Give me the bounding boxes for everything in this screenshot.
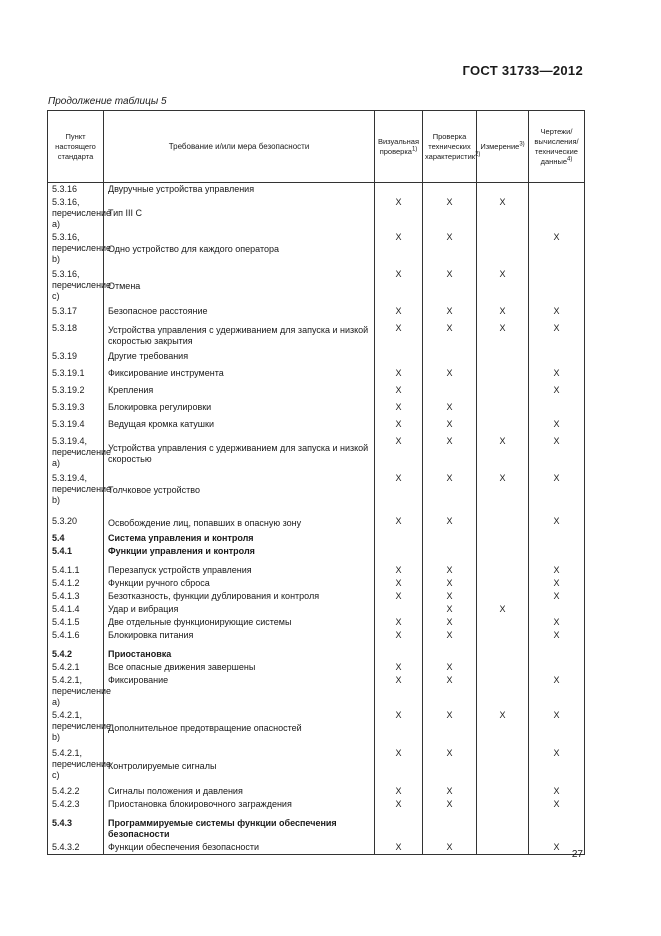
cell-drawing xyxy=(529,661,585,674)
cell-requirement: Программируемые системы функции обеспечения безопасности xyxy=(104,817,375,841)
cell-drawing: X xyxy=(529,435,585,472)
cell-drawing: X xyxy=(529,305,585,322)
col-header-requirement: Требование и/или мера безопасности xyxy=(104,111,375,183)
cell-requirement: Сигналы положения и давления xyxy=(104,785,375,798)
cell-check xyxy=(423,648,477,661)
cell-requirement: Освобождение лиц, попавших в опасную зону xyxy=(104,515,375,532)
table-row xyxy=(48,545,585,558)
page-number: 27 xyxy=(571,849,583,860)
cell-measure: X xyxy=(477,305,529,322)
cell-item: 5.3.16 xyxy=(48,183,104,197)
cell-measure xyxy=(477,384,529,401)
cell-visual: X xyxy=(375,629,423,642)
cell-drawing: X xyxy=(529,472,585,509)
cell-check: X xyxy=(423,515,477,532)
col-header-drawing: Чертежи/вычисления/технические данные$^{4)}$ xyxy=(529,111,585,183)
cell-measure xyxy=(477,841,529,855)
cell-drawing: X xyxy=(529,384,585,401)
cell-item: 5.3.20 xyxy=(48,515,104,532)
cell-item: 5.3.19.4 xyxy=(48,418,104,435)
cell-drawing xyxy=(529,545,585,558)
cell-measure xyxy=(477,648,529,661)
cell-drawing: X xyxy=(529,629,585,642)
cell-drawing: X xyxy=(529,231,585,268)
cell-item: 5.4.3.2 xyxy=(48,841,104,855)
cell-requirement: Фиксирование xyxy=(104,674,375,709)
cell-check: X xyxy=(423,401,477,418)
cell-item: 5.4.1.6 xyxy=(48,629,104,642)
cell-measure xyxy=(477,747,529,785)
table-row xyxy=(48,384,585,401)
cell-measure: X xyxy=(477,472,529,509)
cell-drawing: X xyxy=(529,709,585,747)
cell-drawing xyxy=(529,401,585,418)
cell-item: 5.4.2 xyxy=(48,648,104,661)
cell-check xyxy=(423,817,477,841)
cell-check: X xyxy=(423,709,477,747)
cell-visual: X xyxy=(375,616,423,629)
cell-measure: X xyxy=(477,268,529,305)
cell-visual: X xyxy=(375,661,423,674)
cell-drawing: X xyxy=(529,798,585,811)
cell-item: 5.3.19.2 xyxy=(48,384,104,401)
cell-check: X xyxy=(423,367,477,384)
cell-drawing xyxy=(529,648,585,661)
cell-requirement: Дополнительное предотвращение опасностей xyxy=(104,709,375,747)
cell-measure xyxy=(477,532,529,545)
cell-item: 5.4.2.1 xyxy=(48,661,104,674)
table-row xyxy=(48,747,585,785)
cell-visual xyxy=(375,817,423,841)
cell-visual: X xyxy=(375,841,423,855)
table-row xyxy=(48,798,585,811)
cell-requirement: Все опасные движения завершены xyxy=(104,661,375,674)
cell-item: 5.4.2.1, перечисление a) xyxy=(48,674,104,709)
cell-measure xyxy=(477,590,529,603)
cell-item: 5.4.1.1 xyxy=(48,564,104,577)
cell-requirement: Тип III C xyxy=(104,196,375,231)
table-row xyxy=(48,418,585,435)
table-row xyxy=(48,629,585,642)
cell-check: X xyxy=(423,577,477,590)
cell-measure: X xyxy=(477,322,529,350)
cell-measure: X xyxy=(477,603,529,616)
cell-measure xyxy=(477,564,529,577)
cell-visual: X xyxy=(375,401,423,418)
cell-check: X xyxy=(423,472,477,509)
cell-item: 5.3.19.1 xyxy=(48,367,104,384)
cell-drawing: X xyxy=(529,577,585,590)
cell-visual: X xyxy=(375,435,423,472)
cell-check: X xyxy=(423,616,477,629)
cell-measure xyxy=(477,418,529,435)
cell-measure xyxy=(477,231,529,268)
cell-check xyxy=(423,350,477,367)
table-row xyxy=(48,785,585,798)
cell-measure xyxy=(477,401,529,418)
cell-requirement: Ведущая кромка катушки xyxy=(104,418,375,435)
cell-visual: X xyxy=(375,367,423,384)
cell-item: 5.3.17 xyxy=(48,305,104,322)
cell-requirement: Функции управления и контроля xyxy=(104,545,375,558)
cell-drawing: X xyxy=(529,785,585,798)
cell-requirement: Безотказность, функции дублирования и контроля xyxy=(104,590,375,603)
cell-measure xyxy=(477,785,529,798)
cell-drawing: X xyxy=(529,841,585,855)
cell-visual xyxy=(375,648,423,661)
cell-visual: X xyxy=(375,196,423,231)
cell-requirement: Двуручные устройства управления xyxy=(104,183,375,197)
cell-measure xyxy=(477,183,529,197)
table-row xyxy=(48,350,585,367)
cell-drawing xyxy=(529,532,585,545)
cell-check xyxy=(423,545,477,558)
cell-measure: X xyxy=(477,709,529,747)
table-row xyxy=(48,841,585,855)
cell-visual: X xyxy=(375,590,423,603)
table-row xyxy=(48,322,585,350)
cell-requirement: Система управления и контроля xyxy=(104,532,375,545)
cell-visual: X xyxy=(375,322,423,350)
table-row xyxy=(48,231,585,268)
cell-drawing: X xyxy=(529,590,585,603)
cell-drawing xyxy=(529,603,585,616)
cell-drawing: X xyxy=(529,564,585,577)
table-row xyxy=(48,196,585,231)
cell-item: 5.4.2.2 xyxy=(48,785,104,798)
cell-check: X xyxy=(423,785,477,798)
table-row xyxy=(48,648,585,661)
cell-requirement: Блокировка питания xyxy=(104,629,375,642)
cell-check: X xyxy=(423,629,477,642)
cell-check: X xyxy=(423,196,477,231)
table-row xyxy=(48,268,585,305)
cell-visual: X xyxy=(375,515,423,532)
requirements-table xyxy=(47,110,585,855)
cell-check: X xyxy=(423,322,477,350)
cell-requirement: Удар и вибрация xyxy=(104,603,375,616)
cell-check: X xyxy=(423,268,477,305)
cell-item: 5.3.18 xyxy=(48,322,104,350)
table-row xyxy=(48,401,585,418)
col-header-check: Проверка технических характеристик$^{2)}$ xyxy=(423,111,477,183)
table-row xyxy=(48,616,585,629)
table-row xyxy=(48,603,585,616)
cell-item: 5.3.16, перечисление c) xyxy=(48,268,104,305)
cell-visual: X xyxy=(375,418,423,435)
table-row xyxy=(48,367,585,384)
cell-item: 5.4.2.1, перечисление b) xyxy=(48,709,104,747)
cell-item: 5.3.16, перечисление a) xyxy=(48,196,104,231)
cell-visual xyxy=(375,545,423,558)
cell-check: X xyxy=(423,674,477,709)
cell-drawing: X xyxy=(529,418,585,435)
table-row xyxy=(48,532,585,545)
cell-check: X xyxy=(423,603,477,616)
table-row xyxy=(48,674,585,709)
table-row xyxy=(48,435,585,472)
cell-visual: X xyxy=(375,305,423,322)
table-row xyxy=(48,661,585,674)
cell-measure xyxy=(477,629,529,642)
cell-item: 5.4.1.3 xyxy=(48,590,104,603)
cell-visual xyxy=(375,183,423,197)
cell-check: X xyxy=(423,841,477,855)
cell-check xyxy=(423,384,477,401)
cell-measure xyxy=(477,350,529,367)
table-header-row xyxy=(48,111,585,183)
cell-measure xyxy=(477,367,529,384)
table-row xyxy=(48,472,585,509)
cell-item: 5.3.16, перечисление b) xyxy=(48,231,104,268)
cell-check: X xyxy=(423,661,477,674)
cell-requirement: Устройства управления с удерживанием для запуска и низкой скоростью закрытия xyxy=(104,322,375,350)
table-row xyxy=(48,564,585,577)
col-header-visual: Визуальная проверка$^{1)}$ xyxy=(375,111,423,183)
cell-measure xyxy=(477,661,529,674)
cell-visual xyxy=(375,532,423,545)
cell-requirement: Другие требования xyxy=(104,350,375,367)
cell-measure: X xyxy=(477,435,529,472)
cell-visual: X xyxy=(375,231,423,268)
cell-check: X xyxy=(423,564,477,577)
cell-requirement: Блокировка регулировки xyxy=(104,401,375,418)
cell-visual: X xyxy=(375,472,423,509)
table-row xyxy=(48,590,585,603)
cell-visual: X xyxy=(375,384,423,401)
col-header-measure: Измерение$^{3)}$ xyxy=(477,111,529,183)
cell-measure xyxy=(477,674,529,709)
cell-requirement: Функции ручного сброса xyxy=(104,577,375,590)
cell-visual: X xyxy=(375,709,423,747)
cell-drawing xyxy=(529,183,585,197)
cell-requirement: Перезапуск устройств управления xyxy=(104,564,375,577)
cell-check: X xyxy=(423,590,477,603)
cell-visual: X xyxy=(375,785,423,798)
table-row xyxy=(48,515,585,532)
cell-visual: X xyxy=(375,268,423,305)
cell-check: X xyxy=(423,418,477,435)
cell-drawing: X xyxy=(529,674,585,709)
cell-measure xyxy=(477,616,529,629)
table-row xyxy=(48,183,585,197)
cell-item: 5.3.19.4, перечисление b) xyxy=(48,472,104,509)
cell-requirement: Толчковое устройство xyxy=(104,472,375,509)
cell-item: 5.4.1.4 xyxy=(48,603,104,616)
cell-requirement: Приостановка блокировочного заграждения xyxy=(104,798,375,811)
cell-item: 5.3.19.3 xyxy=(48,401,104,418)
cell-item: 5.4.1 xyxy=(48,545,104,558)
col-header-item: Пункт настоящего стандарта xyxy=(48,111,104,183)
cell-drawing: X xyxy=(529,322,585,350)
table-row xyxy=(48,305,585,322)
cell-requirement: Крепления xyxy=(104,384,375,401)
table-caption: Продолжение таблицы 5 xyxy=(48,96,167,107)
cell-check xyxy=(423,532,477,545)
table-row xyxy=(48,817,585,841)
cell-requirement: Приостановка xyxy=(104,648,375,661)
cell-drawing: X xyxy=(529,747,585,785)
cell-visual: X xyxy=(375,798,423,811)
cell-visual xyxy=(375,603,423,616)
cell-check xyxy=(423,183,477,197)
cell-check: X xyxy=(423,231,477,268)
standard-code: ГОСТ 31733—2012 xyxy=(462,63,583,78)
cell-visual xyxy=(375,350,423,367)
cell-item: 5.3.19.4, перечисление a) xyxy=(48,435,104,472)
cell-requirement: Функции обеспечения безопасности xyxy=(104,841,375,855)
cell-item: 5.4.2.3 xyxy=(48,798,104,811)
table-row xyxy=(48,709,585,747)
cell-drawing xyxy=(529,350,585,367)
cell-requirement: Две отдельные функционирующие системы xyxy=(104,616,375,629)
cell-drawing xyxy=(529,196,585,231)
cell-check: X xyxy=(423,798,477,811)
cell-drawing: X xyxy=(529,367,585,384)
cell-requirement: Фиксирование инструмента xyxy=(104,367,375,384)
cell-drawing xyxy=(529,268,585,305)
cell-item: 5.4.1.5 xyxy=(48,616,104,629)
cell-drawing: X xyxy=(529,616,585,629)
cell-visual: X xyxy=(375,577,423,590)
cell-requirement: Безопасное расстояние xyxy=(104,305,375,322)
cell-check: X xyxy=(423,747,477,785)
cell-item: 5.4.2.1, перечисление c) xyxy=(48,747,104,785)
cell-drawing: X xyxy=(529,515,585,532)
cell-measure xyxy=(477,798,529,811)
cell-requirement: Одно устройство для каждого оператора xyxy=(104,231,375,268)
cell-requirement: Отмена xyxy=(104,268,375,305)
cell-visual: X xyxy=(375,747,423,785)
cell-item: 5.4 xyxy=(48,532,104,545)
cell-requirement: Устройства управления с удерживанием для запуска и низкой скоростью xyxy=(104,435,375,472)
cell-check: X xyxy=(423,305,477,322)
cell-measure xyxy=(477,515,529,532)
cell-item: 5.4.3 xyxy=(48,817,104,841)
cell-requirement: Контролируемые сигналы xyxy=(104,747,375,785)
cell-measure xyxy=(477,817,529,841)
cell-visual: X xyxy=(375,564,423,577)
cell-item: 5.4.1.2 xyxy=(48,577,104,590)
cell-drawing xyxy=(529,817,585,841)
cell-measure xyxy=(477,577,529,590)
cell-measure xyxy=(477,545,529,558)
cell-item: 5.3.19 xyxy=(48,350,104,367)
cell-visual: X xyxy=(375,674,423,709)
cell-check: X xyxy=(423,435,477,472)
cell-measure: X xyxy=(477,196,529,231)
table-row xyxy=(48,577,585,590)
